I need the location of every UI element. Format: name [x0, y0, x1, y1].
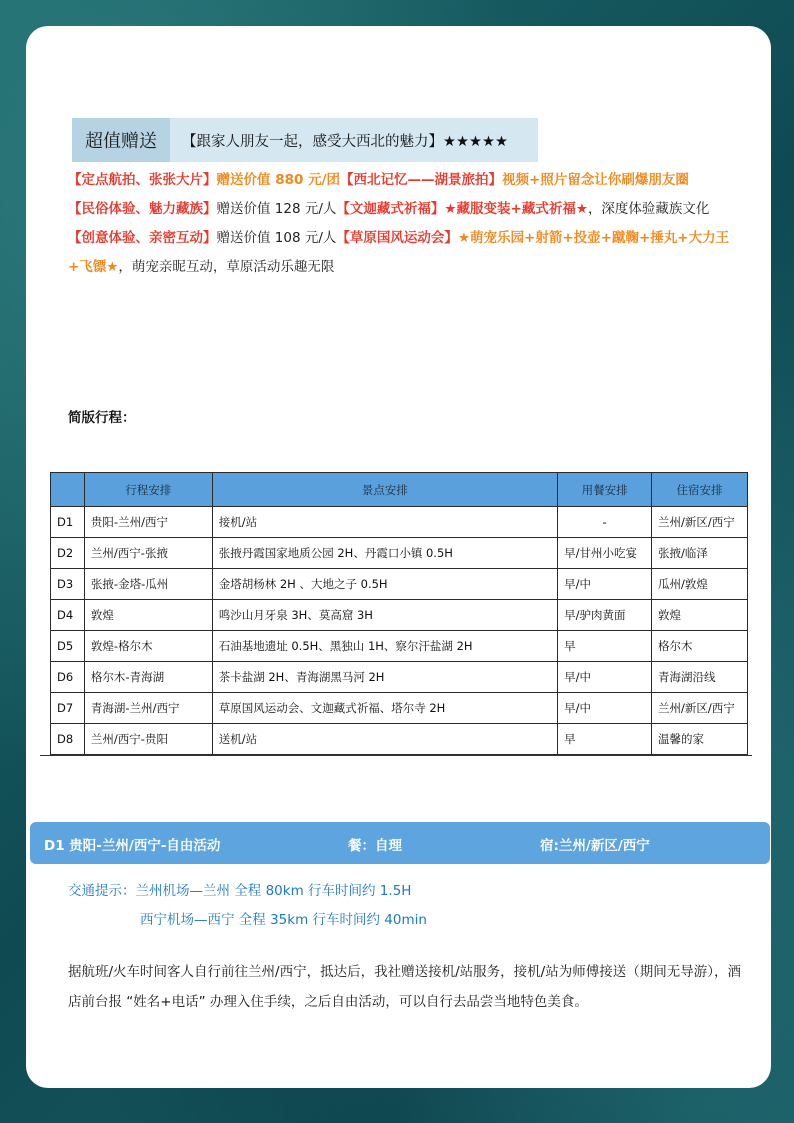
document-page: [26, 26, 771, 1088]
table-row: [51, 631, 748, 662]
cell-hotel: 兰州/新区/西宁: [652, 693, 748, 724]
cell-spots: 草原国风运动会、文迦藏式祈福、塔尔寺 2H: [212, 693, 557, 724]
itinerary-title: 简版行程：: [68, 410, 136, 426]
day1-description: 据航班/火车时间客人自行前往兰州/西宁，抵达后，我社赠送接机/站服务，接机/站为师傅接送（期间无导游），酒店前台报 “姓名+电话” 办理入住手续，之后自由活动，可以自行去品尝当地特色美食。: [68, 964, 741, 1010]
table-row: [51, 507, 748, 538]
gift-item-subtitle: 【文迦藏式祈福】: [336, 201, 445, 217]
gift-item-value: 赠送价值 108 元/人: [216, 230, 337, 246]
cell-route: 青海湖-兰州/西宁: [84, 693, 212, 724]
table-header-row: [51, 473, 748, 507]
gift-item-title: 【民俗体验、魅力藏族】: [68, 201, 217, 217]
gift-item-value: 赠送价值 880 元/团: [216, 172, 341, 188]
transport-line-xining: 西宁机场—西宁 全程 35km 行车时间约 40min: [140, 912, 427, 928]
cell-day: D6: [51, 662, 85, 693]
cell-spots: 接机/站: [212, 507, 557, 538]
table-underline-divider: [40, 755, 752, 756]
cell-meals: 早/驴肉黄面: [558, 600, 652, 631]
cell-day: D2: [51, 538, 85, 569]
table-row: [51, 569, 748, 600]
gift-item-aerial: [68, 166, 738, 195]
gift-item-detail: ★萌宠乐园+射箭+投壶+蹴鞠+捶丸+大力王+飞镖★: [68, 230, 730, 275]
cell-meals: 早/中: [558, 662, 652, 693]
cell-spots: 金塔胡杨林 2H 、大地之子 0.5H: [212, 569, 557, 600]
gift-item-subtitle: 【草原国风运动会】: [336, 230, 458, 246]
gift-tag: 超值赠送: [72, 118, 170, 162]
cell-day: D5: [51, 631, 85, 662]
cell-spots: 送机/站: [212, 724, 557, 755]
header-hotel: 住宿安排: [652, 473, 748, 507]
cell-hotel: 张掖/临泽: [652, 538, 748, 569]
transport-tips: [68, 877, 427, 935]
day1-stay: 宿:兰州/新区/西宁: [540, 838, 650, 854]
table-row: [51, 600, 748, 631]
header-day: [51, 473, 85, 507]
cell-route: 敦煌-格尔木: [84, 631, 212, 662]
header-route: 行程安排: [84, 473, 212, 507]
cell-meals: 早: [558, 724, 652, 755]
cell-route: 兰州/西宁-张掖: [84, 538, 212, 569]
cell-meals: 早/甘州小吃宴: [558, 538, 652, 569]
gift-item-title: 【定点航拍、张张大片】: [68, 172, 217, 188]
cell-route: 敦煌: [84, 600, 212, 631]
cell-spots: 鸣沙山月牙泉 3H、莫高窟 3H: [212, 600, 557, 631]
gift-item-tibetan: [68, 195, 738, 224]
cell-meals: 早/中: [558, 693, 652, 724]
cell-spots: 张掖丹霞国家地质公园 2H、丹霞口小镇 0.5H: [212, 538, 557, 569]
cell-hotel: 青海湖沿线: [652, 662, 748, 693]
day1-title: D1 贵阳-兰州/西宁-自由活动: [44, 838, 221, 854]
table-row: [51, 662, 748, 693]
gift-item-title: 【创意体验、亲密互动】: [68, 230, 217, 246]
itinerary-table: [50, 472, 748, 755]
cell-spots: 石油基地遗址 0.5H、黑独山 1H、察尔汗盐湖 2H: [212, 631, 557, 662]
cell-route: 兰州/西宁-贵阳: [84, 724, 212, 755]
cell-meals: -: [558, 507, 652, 538]
cell-hotel: 温馨的家: [652, 724, 748, 755]
cell-meals: 早: [558, 631, 652, 662]
gift-item-games: [68, 224, 738, 282]
gift-list: [68, 166, 738, 282]
cell-day: D8: [51, 724, 85, 755]
day1-meal: 餐：自理: [348, 838, 402, 854]
gift-header: [72, 118, 538, 162]
cell-day: D7: [51, 693, 85, 724]
table-row: [51, 693, 748, 724]
cell-day: D4: [51, 600, 85, 631]
cell-hotel: 兰州/新区/西宁: [652, 507, 748, 538]
cell-hotel: 格尔木: [652, 631, 748, 662]
cell-day: D3: [51, 569, 85, 600]
gift-item-note: ，深度体验藏族文化: [587, 201, 710, 217]
gift-item-detail: ★藏服变装+藏式祈福★: [444, 201, 588, 217]
gift-item-detail: 视频+照片留念让你刷爆朋友圈: [502, 172, 689, 188]
table-row: [51, 724, 748, 755]
cell-route: 张掖-金塔-瓜州: [84, 569, 212, 600]
gift-slogan: 【跟家人朋友一起，感受大西北的魅力】★★★★★: [182, 133, 508, 150]
transport-line-lanzhou: 交通提示：兰州机场—兰州 全程 80km 行车时间约 1.5H: [68, 883, 412, 899]
cell-spots: 茶卡盐湖 2H、青海湖黑马河 2H: [212, 662, 557, 693]
gift-item-value: 赠送价值 128 元/人: [216, 201, 337, 217]
gift-item-note: ，萌宠亲昵互动，草原活动乐趣无限: [118, 259, 335, 275]
gift-item-subtitle: 【西北记忆——湖景旅拍】: [340, 172, 503, 188]
day1-header-bar: [30, 822, 770, 864]
cell-hotel: 瓜州/敦煌: [652, 569, 748, 600]
cell-route: 格尔木-青海湖: [84, 662, 212, 693]
header-spots: 景点安排: [212, 473, 557, 507]
cell-meals: 早/中: [558, 569, 652, 600]
table-row: [51, 538, 748, 569]
cell-day: D1: [51, 507, 85, 538]
header-meals: 用餐安排: [558, 473, 652, 507]
cell-route: 贵阳-兰州/西宁: [84, 507, 212, 538]
cell-hotel: 敦煌: [652, 600, 748, 631]
